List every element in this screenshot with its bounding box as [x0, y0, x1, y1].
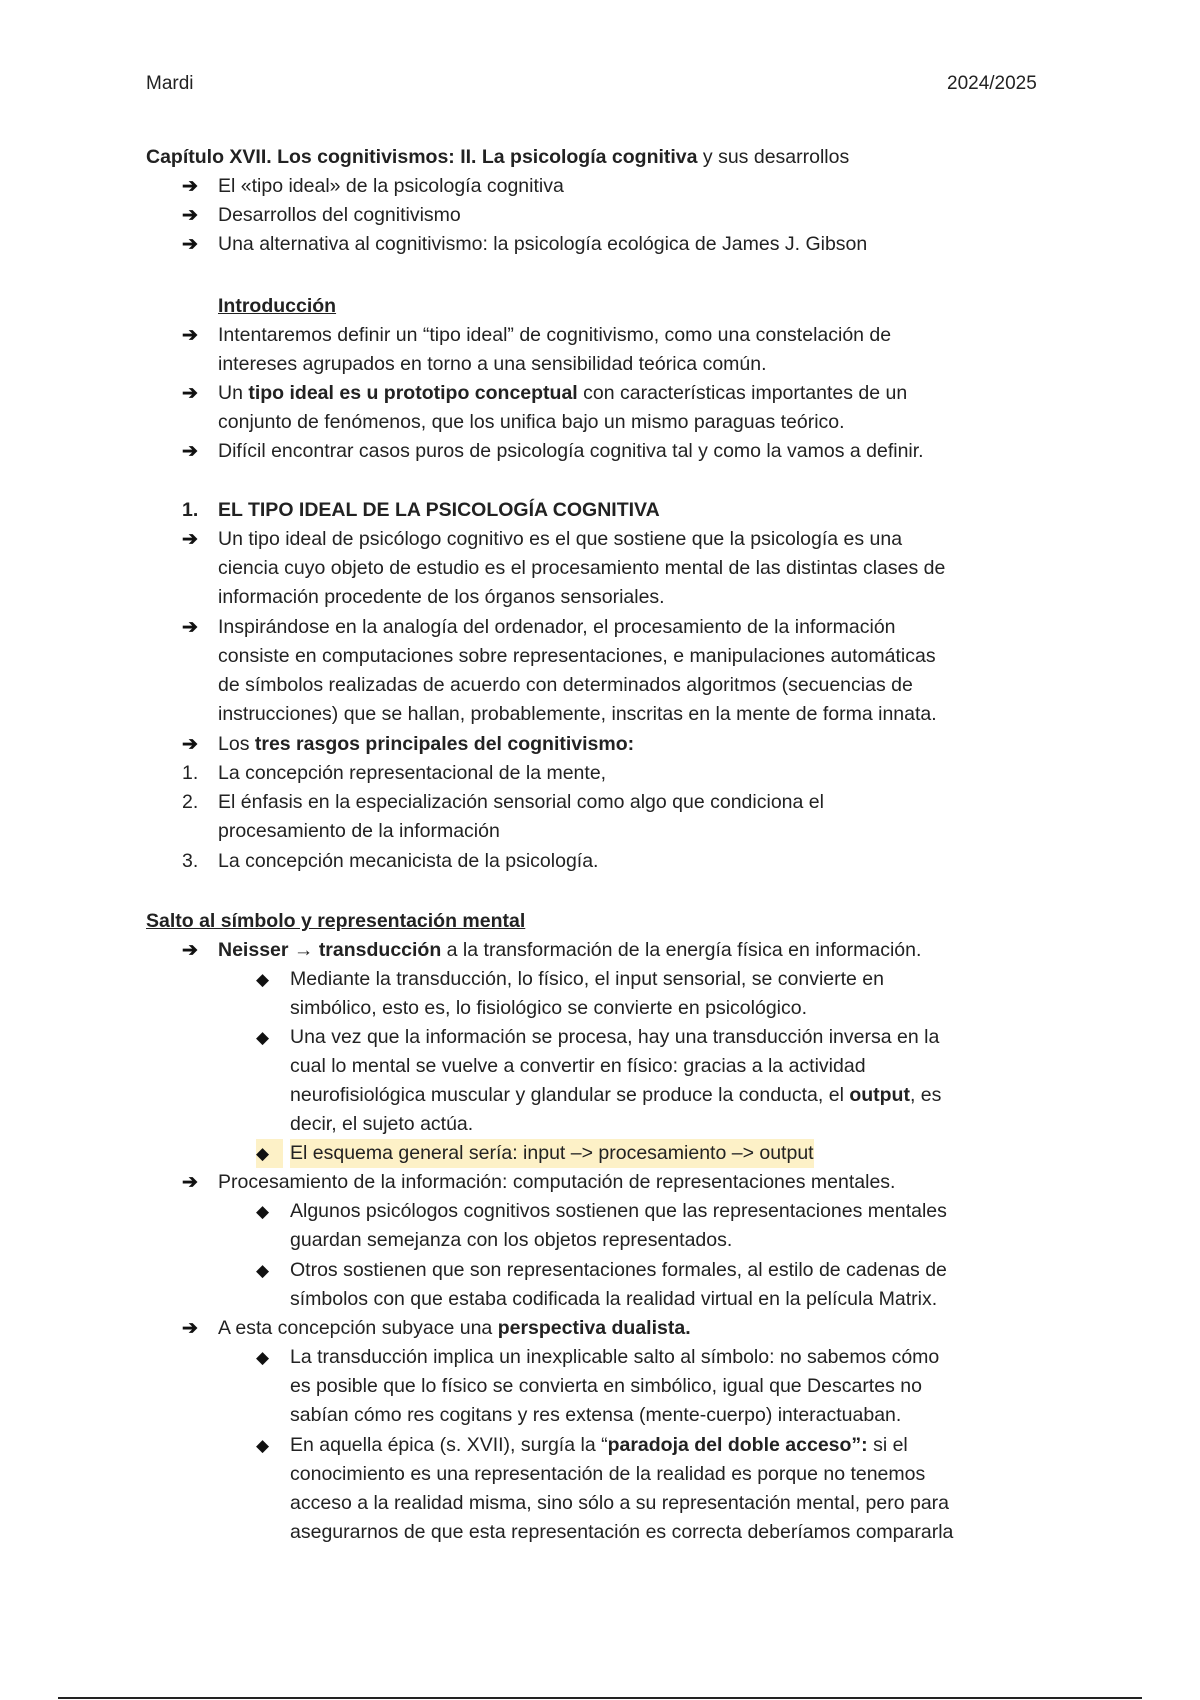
section2-heading: Salto al símbolo y representación mental: [146, 910, 526, 932]
p-sub2-line: Otros sostienen que son representaciones formales, al estilo de cadenas de: [290, 1259, 947, 1281]
arrow-icon: ➔: [182, 234, 198, 255]
intro-heading: Introducción: [218, 295, 337, 317]
n-sub2-line: cual lo mental se vuelve a convertir en físico: gracias a la actividad: [290, 1055, 866, 1077]
arrow-icon: ➔: [182, 940, 198, 961]
arrow-icon: ➔: [182, 1318, 198, 1339]
chapter-item: Una alternativa al cognitivismo: la psicología ecológica de James J. Gibson: [218, 233, 868, 255]
diamond-bullet-icon: ◆: [256, 1348, 270, 1367]
intro-b2-line: conjunto de fenómenos, que los unifica bajo un mismo paraguas teórico.: [218, 411, 845, 433]
s1-b2-line: consiste en computaciones sobre representaciones, e manipulaciones automáticas: [218, 645, 936, 667]
d-sub1-line: sabían cómo res cogitans y res extensa (mente-cuerpo) interactuaban.: [290, 1404, 902, 1426]
s1-b2-line: Inspirándose en la analogía del ordenador, el procesamiento de la información: [218, 616, 896, 638]
diamond-bullet-icon: ◆: [256, 970, 270, 989]
arrow-icon: ➔: [182, 734, 198, 755]
text-span-bold: transducción: [318, 939, 442, 961]
d-sub1-line: La transducción implica un inexplicable salto al símbolo: no sabemos cómo: [290, 1346, 940, 1368]
diamond-bullet-icon: ◆: [256, 1202, 270, 1221]
header-year: 2024/2025: [947, 73, 1037, 94]
text-span: En aquella épica (s. XVII), surgía la “: [290, 1434, 608, 1456]
diamond-bullet-icon: ◆: [256, 1436, 270, 1455]
text-span-bold: paradoja del doble acceso”:: [607, 1434, 868, 1456]
arrow-icon: ➔: [182, 383, 198, 404]
text-span: , es: [909, 1084, 942, 1106]
neisser-line: [218, 936, 921, 965]
text-span: con características importantes de un: [577, 382, 908, 404]
list-number: 1.: [182, 762, 199, 784]
text-span-bold: perspectiva dualista.: [497, 1317, 691, 1339]
text-span-bold: output: [849, 1084, 910, 1106]
diamond-bullet-icon: ◆: [256, 1139, 283, 1168]
chapter-title-bold: Capítulo XVII. Los cognitivismos: II. La psicología cognitiva: [146, 146, 698, 168]
s1-b1-line: ciencia cuyo objeto de estudio es el procesamiento mental de las distintas clases de: [218, 557, 946, 579]
list-item-line: procesamiento de la información: [218, 820, 500, 842]
list-item-line: La concepción mecanicista de la psicología.: [218, 850, 599, 872]
arrow-icon: ➔: [182, 617, 198, 638]
diamond-bullet-icon: ◆: [256, 1028, 270, 1047]
list-item-line: La concepción representacional de la mente,: [218, 762, 607, 784]
s1-b2-line: instrucciones) que se hallan, probablemente, inscritas en la mente de forma innata.: [218, 703, 937, 725]
text-span: A esta concepción subyace una: [218, 1317, 498, 1339]
text-span: Un: [218, 382, 249, 404]
chapter-title-rest: y sus desarrollos: [697, 146, 850, 168]
n-sub2-line: Una vez que la información se procesa, hay una transducción inversa en la: [290, 1026, 940, 1048]
chapter-title: [146, 143, 849, 172]
diamond-bullet-icon: ◆: [256, 1261, 270, 1280]
arrow-icon: ➔: [182, 529, 198, 550]
arrow-icon: ➔: [182, 325, 198, 346]
intro-b1-line: intereses agrupados en torno a una sensibilidad teórica común.: [218, 353, 767, 375]
text-span-bold: Neisser →: [218, 939, 319, 961]
chapter-item: Desarrollos del cognitivismo: [218, 204, 461, 226]
p-sub1-line: guardan semejanza con los objetos representados.: [290, 1229, 733, 1251]
intro-b1-line: Intentaremos definir un “tipo ideal” de cognitivismo, como una constelación de: [218, 324, 892, 346]
text-span: Los: [218, 733, 255, 755]
n-sub1-line: simbólico, esto es, lo fisiológico se convierte en psicológico.: [290, 997, 808, 1019]
s1-b2-line: de símbolos realizadas de acuerdo con determinados algoritmos (secuencias de: [218, 674, 913, 696]
intro-b2-line: [218, 379, 907, 408]
n-sub2-line: decir, el sujeto actúa.: [290, 1113, 474, 1135]
d-sub2-line: [290, 1431, 908, 1460]
p-sub2-line: símbolos con que estaba codificada la realidad virtual en la película Matrix.: [290, 1288, 938, 1310]
section1-number: 1.: [182, 499, 199, 521]
text-span: si el: [867, 1434, 908, 1456]
text-span: neurofisiológica muscular y glandular se produce la conducta, el: [290, 1084, 850, 1106]
d-sub2-line: conocimiento es una representación de la realidad es porque no tenemos: [290, 1463, 926, 1485]
s1-b1-line: información procedente de los órganos sensoriales.: [218, 586, 665, 608]
header-day: Mardi: [146, 73, 194, 94]
n-sub2-line: [290, 1081, 941, 1110]
arrow-icon: ➔: [182, 176, 198, 197]
arrow-icon: ➔: [182, 205, 198, 226]
chapter-item: El «tipo ideal» de la psicología cognitiva: [218, 175, 564, 197]
page-bottom-rule: [58, 1697, 1142, 1699]
arrow-icon: ➔: [182, 1172, 198, 1193]
highlighted-schema-line: El esquema general sería: input –> procesamiento –> output: [290, 1139, 814, 1168]
intro-b3-line: Difícil encontrar casos puros de psicología cognitiva tal y como la vamos a definir.: [218, 440, 924, 462]
p-sub1-line: Algunos psicólogos cognitivos sostienen que las representaciones mentales: [290, 1200, 947, 1222]
text-span-bold: tres rasgos principales del cognitivismo:: [254, 733, 635, 755]
list-item-line: El énfasis en la especialización sensorial como algo que condiciona el: [218, 791, 824, 813]
proc-line: Procesamiento de la información: computación de representaciones mentales.: [218, 1171, 896, 1193]
d-sub2-line: acceso a la realidad misma, sino sólo a su representación mental, pero para: [290, 1492, 950, 1514]
arrow-icon: ➔: [182, 441, 198, 462]
s1-b1-line: Un tipo ideal de psicólogo cognitivo es el que sostiene que la psicología es una: [218, 528, 903, 550]
section1-heading: EL TIPO IDEAL DE LA PSICOLOGÍA COGNITIVA: [218, 499, 660, 521]
dual-line: [218, 1314, 691, 1343]
text-span: a la transformación de la energía física en información.: [441, 939, 922, 961]
text-span-bold: tipo ideal es u prototipo conceptual: [248, 382, 578, 404]
s1-b3-line: [218, 730, 634, 759]
d-sub1-line: es posible que lo físico se convierta en simbólico, igual que Descartes no: [290, 1375, 922, 1397]
n-sub1-line: Mediante la transducción, lo físico, el input sensorial, se convierte en: [290, 968, 884, 990]
d-sub2-line: asegurarnos de que esta representación es correcta deberíamos compararla: [290, 1521, 954, 1543]
list-number: 3.: [182, 850, 199, 872]
list-number: 2.: [182, 791, 199, 813]
